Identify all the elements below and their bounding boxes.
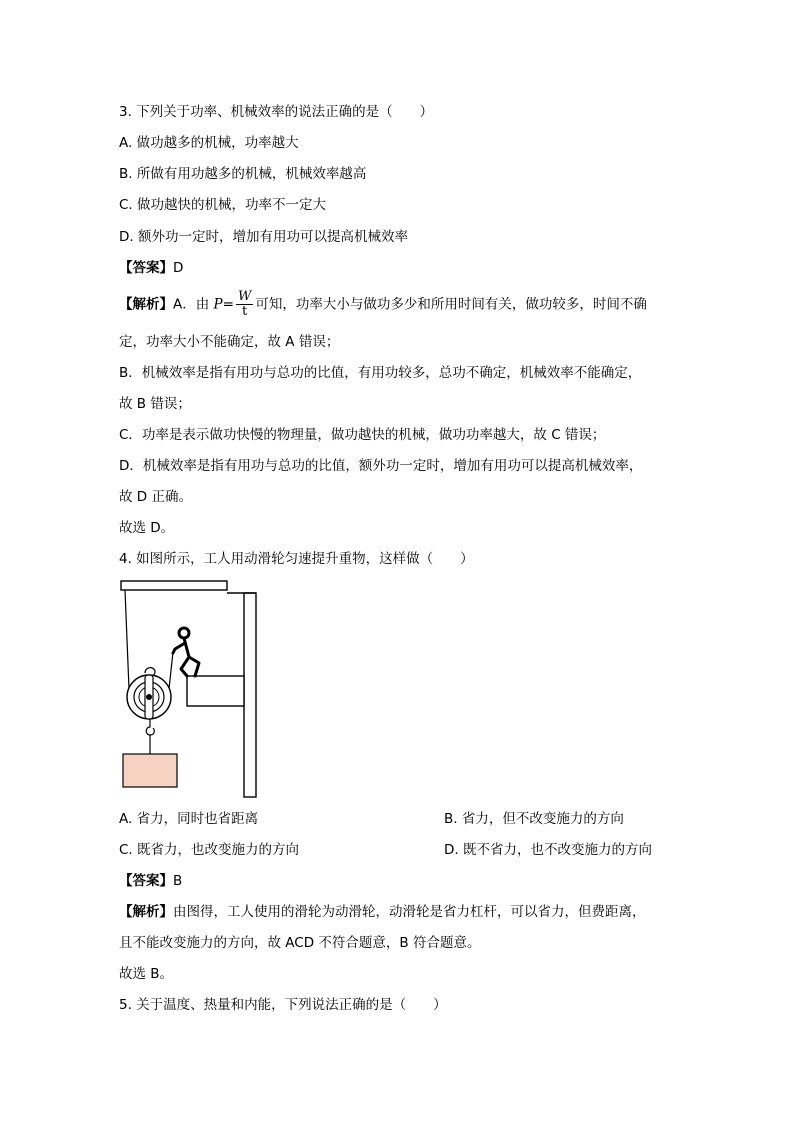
formula-denominator: t [242, 304, 248, 319]
worker-figure [173, 628, 199, 676]
q4-answer [119, 872, 182, 890]
q3-stem: 3. 下列关于功率、机械效率的说法正确的是（ ） [119, 104, 434, 120]
weight-block [123, 754, 177, 787]
formula-lhs: P [213, 296, 223, 313]
top-beam [121, 581, 227, 590]
q3-conclusion: 故选 D。 [119, 520, 175, 536]
q3-answer [119, 259, 183, 277]
q4-conclusion: 故选 B。 [119, 966, 174, 982]
formula-eq: = [222, 296, 234, 313]
platform [187, 676, 244, 706]
q3-option-c: C. 做功越快的机械，功率不一定大 [119, 197, 327, 213]
q3-analysis-d-line1: D．机械效率是指有用功与总功的比值，额外功一定时，增加有用功可以提高机械效率， [119, 458, 643, 474]
formula-numerator: W [237, 289, 252, 304]
q4-option-a: A. 省力，同时也省距离 [119, 811, 259, 827]
analysis-tag: 【解析】 [119, 296, 173, 313]
answer-value: B [173, 873, 183, 889]
q3-analysis-b-line2: 故 B 错误； [119, 396, 191, 412]
analysis-a-rest: 可知，功率大小与做功多少和所用时间有关，做功较多，时间不确 [255, 296, 647, 313]
pillar [244, 593, 256, 797]
answer-tag: 【答案】 [119, 260, 173, 276]
q4-stem: 4. 如图所示，工人用动滑轮匀速提升重物，这样做（ ） [119, 551, 474, 567]
analysis-a-prefix: A．由 [173, 296, 210, 313]
pulley-wheel [127, 675, 171, 719]
q3-analysis-c: C．功率是表示做功快慢的物理量，做功越快的机械，做功功率越大，故 C 错误； [119, 427, 606, 443]
answer-tag: 【答案】 [119, 873, 173, 889]
formula-fraction [236, 290, 253, 319]
q4-option-c: C. 既省力，也改变施力的方向 [119, 842, 300, 858]
q3-option-b: B. 所做有用功越多的机械，机械效率越高 [119, 166, 367, 182]
q3-analysis-b-line1: B．机械效率是指有用功与总功的比值，有用功较多，总功不确定，机械效率不能确定， [119, 365, 642, 381]
q3-option-d: D. 额外功一定时，增加有用功可以提高机械效率 [119, 229, 408, 245]
q4-analysis-line2: 且不能改变施力的方向，故 ACD 不符合题意，B 符合题意。 [119, 935, 481, 951]
analysis-tag: 【解析】 [119, 904, 173, 920]
q3-analysis-a-line2: 定，功率大小不能确定，故 A 错误； [119, 334, 340, 350]
analysis-text: 由图得，工人使用的滑轮为动滑轮，动滑轮是省力杠杆，可以省力，但费距离， [173, 904, 646, 920]
q5-stem: 5. 关于温度、热量和内能，下列说法正确的是（ ） [119, 997, 447, 1013]
q3-analysis-d-line2: 故 D 正确。 [119, 489, 192, 505]
q3-analysis-a [119, 290, 647, 319]
lower-hook [146, 719, 154, 735]
pulley-figure [119, 577, 264, 802]
rope-right [169, 652, 173, 689]
rope-left [125, 590, 129, 689]
q4-option-b: B. 省力，但不改变施力的方向 [444, 811, 624, 827]
q4-analysis-line1 [119, 903, 646, 921]
answer-value: D [173, 260, 184, 276]
q4-option-d: D. 既不省力，也不改变施力的方向 [444, 842, 652, 858]
q3-option-a: A. 做功越多的机械，功率越大 [119, 135, 299, 151]
